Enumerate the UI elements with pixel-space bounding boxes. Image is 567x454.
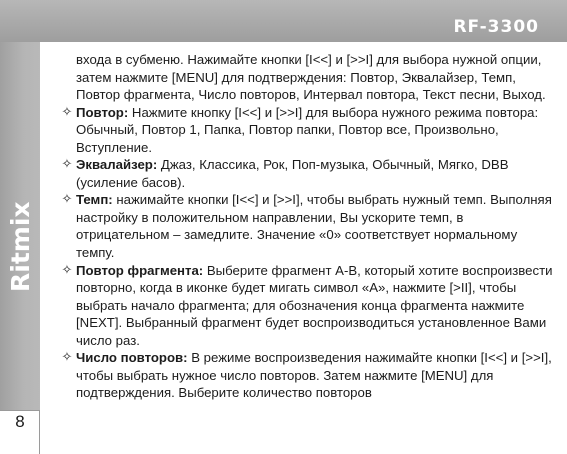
item-term: Число повторов:: [76, 350, 188, 366]
side-bar: [0, 42, 40, 410]
list-item-repeat: [60, 104, 555, 157]
item-text: Выберите фрагмент А-В, который хотите воспроизвести повторно, когда в иконке будет мигать символ «А», нажмите [>II], чтобы выбрать начало фрагмента; для обозначения конца фрагмента нажмите [NEXT]. Выбранный фрагмент будет воспроизводиться установленное Вами число раз.: [76, 262, 553, 348]
item-text: нажимайте кнопки [I<<] и [>>I], чтобы выбрать нужный темп. Выполняя настройку в положительном направлении, Вы ускорите темп, в отрицательном – замедлите. Значение «0» соответствует нормальному темпу.: [76, 192, 552, 261]
item-text: Нажмите кнопку [I<<] и [>>I] для выбора нужного режима повтора: Обычный, Повтор 1, Папка, Повтор папки, Повтор все, Произвольно, Вступление.: [76, 104, 539, 155]
brand-logo: Ritmix: [6, 201, 35, 292]
item-text: В режиме воспроизведения нажимайте кнопки [I<<] и [>>I], чтобы выбрать нужное число повторов. Затем нажмите [MENU] для подтверждения. Выберите количество повторов: [76, 350, 552, 401]
manual-text: [60, 51, 555, 402]
list-item-repeat-count: [60, 349, 555, 402]
diamond-bullet-icon: ✧: [61, 192, 73, 208]
diamond-bullet-icon: ✧: [61, 350, 73, 366]
item-term: Темп:: [76, 192, 113, 208]
item-term: Повтор фрагмента:: [76, 262, 204, 278]
list-item-ab-repeat: [60, 262, 555, 350]
item-term: Эквалайзер:: [76, 157, 158, 173]
diamond-bullet-icon: ✧: [61, 262, 73, 278]
model-name: RF-3300: [453, 17, 539, 37]
item-term: Повтор:: [76, 104, 129, 120]
list-item-tempo: [60, 191, 555, 261]
diamond-bullet-icon: ✧: [61, 104, 73, 120]
item-text: Джаз, Классика, Рок, Поп-музыка, Обычный, Мягко, DBB (усиление басов).: [76, 157, 509, 190]
intro-paragraph: входа в субменю. Нажимайте кнопки [I<<] и [>>I] для выбора нужной опции, затем нажмите [MENU] для подтверждения: Повтор, Эквалайзер, Темп, Повтор фрагмента, Число повторов, Интервал повтора, Текст песни, Выход.: [76, 52, 546, 103]
page-number: 8: [15, 412, 25, 431]
diamond-bullet-icon: ✧: [61, 157, 73, 173]
header-bar: [0, 0, 567, 42]
list-item-equalizer: [60, 156, 555, 191]
